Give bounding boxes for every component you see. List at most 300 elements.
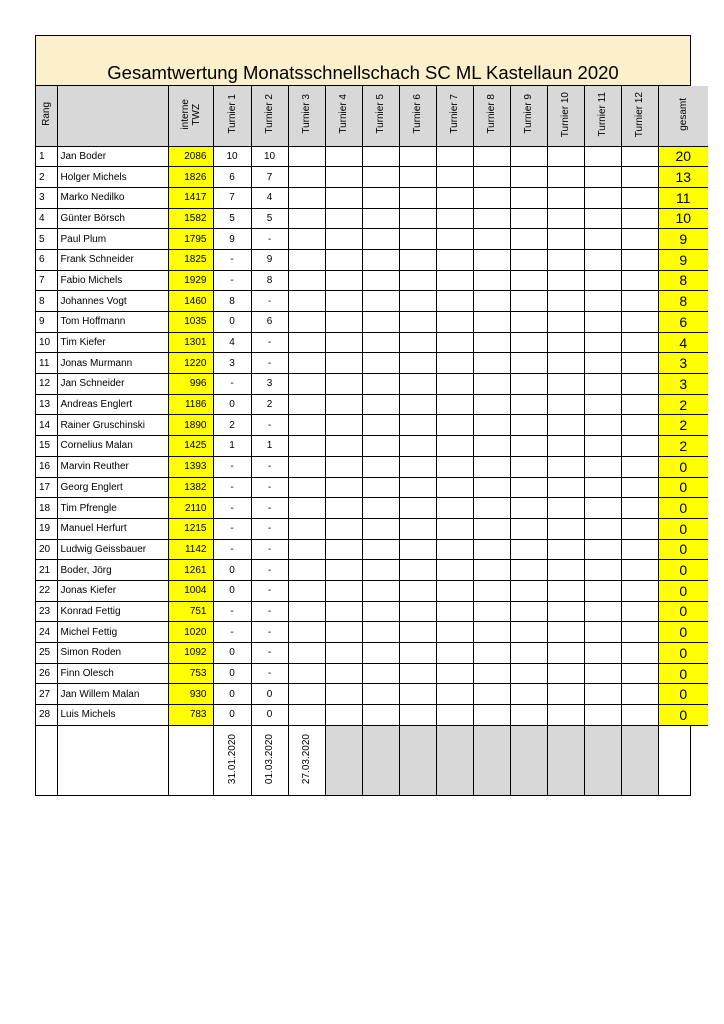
score-cell [473, 518, 510, 539]
twz-cell: 1215 [168, 518, 213, 539]
twz-cell: 783 [168, 705, 213, 726]
score-cell [325, 270, 362, 291]
score-cell [584, 436, 621, 457]
tournament-date [213, 725, 251, 795]
tournament-header: Turnier 8 [473, 86, 510, 146]
score-cell: - [251, 415, 288, 436]
score-cell: 7 [213, 187, 251, 208]
total-cell: 0 [658, 705, 708, 726]
score-cell [473, 291, 510, 312]
score-cell [584, 353, 621, 374]
score-cell [473, 643, 510, 664]
player-name: Holger Michels [57, 167, 168, 188]
table-row [36, 580, 708, 601]
table-row [36, 312, 708, 333]
score-cell: - [213, 601, 251, 622]
score-cell [288, 456, 325, 477]
score-cell [288, 622, 325, 643]
score-cell [288, 291, 325, 312]
total-cell: 13 [658, 167, 708, 188]
tournament-header: Turnier 7 [436, 86, 473, 146]
score-cell [325, 332, 362, 353]
twz-header: interne TWZ [168, 86, 213, 146]
standings-sheet [35, 35, 691, 796]
rank-cell: 3 [36, 187, 57, 208]
score-cell [547, 229, 584, 250]
score-cell [584, 705, 621, 726]
player-name: Cornelius Malan [57, 436, 168, 457]
twz-cell: 1795 [168, 229, 213, 250]
score-cell [547, 684, 584, 705]
tournament-header: Turnier 12 [621, 86, 658, 146]
score-cell [399, 291, 436, 312]
score-cell [584, 456, 621, 477]
rank-cell: 15 [36, 436, 57, 457]
score-cell [584, 270, 621, 291]
score-cell [362, 146, 399, 167]
player-name: Simon Roden [57, 643, 168, 664]
date-label: 01.03.2020 [264, 733, 275, 785]
player-name: Frank Schneider [57, 249, 168, 270]
score-cell [399, 229, 436, 250]
score-cell [362, 580, 399, 601]
score-cell [288, 332, 325, 353]
score-cell [399, 270, 436, 291]
score-cell [399, 208, 436, 229]
score-cell [325, 436, 362, 457]
score-cell: - [213, 539, 251, 560]
score-cell [362, 518, 399, 539]
score-cell [362, 353, 399, 374]
score-cell [510, 436, 547, 457]
player-name: Tim Kiefer [57, 332, 168, 353]
score-cell [584, 663, 621, 684]
score-cell [547, 622, 584, 643]
score-cell [288, 394, 325, 415]
player-name: Finn Olesch [57, 663, 168, 684]
score-cell [399, 498, 436, 519]
score-cell [547, 167, 584, 188]
score-cell [621, 518, 658, 539]
score-cell [399, 456, 436, 477]
score-cell [621, 705, 658, 726]
score-cell [325, 622, 362, 643]
score-cell [584, 146, 621, 167]
score-cell [325, 518, 362, 539]
score-cell [399, 332, 436, 353]
score-cell [288, 374, 325, 395]
score-cell [362, 477, 399, 498]
score-cell: 2 [251, 394, 288, 415]
score-cell [325, 187, 362, 208]
score-cell [547, 146, 584, 167]
score-cell: 3 [213, 353, 251, 374]
player-name: Jonas Murmann [57, 353, 168, 374]
score-cell [547, 332, 584, 353]
twz-cell: 930 [168, 684, 213, 705]
score-cell [362, 394, 399, 415]
score-cell: 2 [213, 415, 251, 436]
score-cell [584, 643, 621, 664]
score-cell [362, 249, 399, 270]
score-cell: - [251, 498, 288, 519]
score-cell [325, 374, 362, 395]
score-cell: - [251, 291, 288, 312]
score-cell: 0 [213, 643, 251, 664]
table-row [36, 229, 708, 250]
empty-date-cell [547, 725, 584, 795]
score-cell: - [251, 601, 288, 622]
score-cell [436, 539, 473, 560]
score-cell [288, 436, 325, 457]
score-cell [584, 187, 621, 208]
score-cell [510, 643, 547, 664]
total-cell: 10 [658, 208, 708, 229]
twz-cell: 2086 [168, 146, 213, 167]
score-cell [584, 291, 621, 312]
score-cell [325, 312, 362, 333]
score-cell [436, 498, 473, 519]
twz-cell [168, 725, 213, 795]
empty-date-cell [473, 725, 510, 795]
empty-date-cell [399, 725, 436, 795]
score-cell [510, 477, 547, 498]
score-cell [436, 374, 473, 395]
score-cell [362, 374, 399, 395]
score-cell [288, 539, 325, 560]
score-cell [288, 601, 325, 622]
score-cell: 1 [213, 436, 251, 457]
score-cell [621, 167, 658, 188]
score-cell [547, 415, 584, 436]
score-cell [510, 187, 547, 208]
rank-cell: 13 [36, 394, 57, 415]
score-cell [325, 477, 362, 498]
score-cell [473, 374, 510, 395]
score-cell: - [213, 249, 251, 270]
player-name: Fabio Michels [57, 270, 168, 291]
twz-cell: 996 [168, 374, 213, 395]
twz-cell: 1004 [168, 580, 213, 601]
score-cell [436, 622, 473, 643]
score-cell [584, 560, 621, 581]
score-cell [288, 229, 325, 250]
player-name: Marvin Reuther [57, 456, 168, 477]
total-cell: 11 [658, 187, 708, 208]
rank-cell: 12 [36, 374, 57, 395]
date-label: 31.01.2020 [226, 733, 238, 785]
player-name: Tom Hoffmann [57, 312, 168, 333]
score-cell [621, 601, 658, 622]
score-cell [362, 167, 399, 188]
score-cell [399, 249, 436, 270]
rank-cell: 24 [36, 622, 57, 643]
tournament-header: Turnier 5 [362, 86, 399, 146]
twz-cell: 1460 [168, 291, 213, 312]
score-cell [325, 249, 362, 270]
score-cell: 9 [213, 229, 251, 250]
empty-date-cell [362, 725, 399, 795]
twz-cell: 1220 [168, 353, 213, 374]
score-cell [399, 146, 436, 167]
score-cell [473, 684, 510, 705]
score-cell [288, 705, 325, 726]
score-cell [325, 539, 362, 560]
score-cell: 0 [213, 312, 251, 333]
score-cell [399, 684, 436, 705]
total-cell: 9 [658, 249, 708, 270]
total-cell: 0 [658, 539, 708, 560]
tournament-header: Turnier 11 [584, 86, 621, 146]
score-cell [621, 187, 658, 208]
total-header: gesamt [658, 86, 708, 146]
score-cell [547, 601, 584, 622]
score-cell [621, 684, 658, 705]
score-cell [510, 332, 547, 353]
score-cell [473, 580, 510, 601]
score-cell [584, 167, 621, 188]
rank-cell [36, 725, 57, 795]
score-cell [510, 705, 547, 726]
score-cell [473, 498, 510, 519]
score-cell [547, 560, 584, 581]
twz-cell: 1020 [168, 622, 213, 643]
score-cell [436, 643, 473, 664]
score-cell [325, 208, 362, 229]
empty-date-cell [584, 725, 621, 795]
score-cell [473, 601, 510, 622]
score-cell [288, 477, 325, 498]
score-cell [288, 498, 325, 519]
table-row [36, 705, 708, 726]
score-cell [325, 167, 362, 188]
score-cell: 8 [213, 291, 251, 312]
score-cell [547, 353, 584, 374]
twz-cell: 1929 [168, 270, 213, 291]
score-cell [621, 374, 658, 395]
total-cell: 4 [658, 332, 708, 353]
score-cell [621, 291, 658, 312]
score-cell [473, 146, 510, 167]
player-name: Günter Börsch [57, 208, 168, 229]
total-cell [658, 725, 708, 795]
score-cell [547, 249, 584, 270]
table-row [36, 663, 708, 684]
table-row [36, 560, 708, 581]
twz-cell: 1425 [168, 436, 213, 457]
table-row [36, 477, 708, 498]
score-cell [362, 560, 399, 581]
score-cell [325, 705, 362, 726]
score-cell: - [251, 622, 288, 643]
twz-cell: 751 [168, 601, 213, 622]
score-cell [584, 332, 621, 353]
score-cell [510, 249, 547, 270]
score-cell: 6 [213, 167, 251, 188]
score-cell [399, 705, 436, 726]
table-row [36, 167, 708, 188]
score-cell [510, 539, 547, 560]
table-row [36, 622, 708, 643]
score-cell [547, 518, 584, 539]
score-cell [547, 208, 584, 229]
score-cell: - [251, 643, 288, 664]
score-cell: - [213, 622, 251, 643]
twz-cell: 1261 [168, 560, 213, 581]
score-cell [362, 229, 399, 250]
sheet-title: Gesamtwertung Monatsschnellschach SC ML Kastellaun 2020 [36, 36, 690, 86]
score-cell [436, 353, 473, 374]
score-cell [621, 208, 658, 229]
score-cell [547, 663, 584, 684]
score-cell [362, 208, 399, 229]
score-cell [325, 456, 362, 477]
score-cell [399, 518, 436, 539]
rank-cell: 4 [36, 208, 57, 229]
score-cell [436, 415, 473, 436]
total-cell: 8 [658, 270, 708, 291]
score-cell [547, 705, 584, 726]
table-row [36, 539, 708, 560]
score-cell: - [251, 229, 288, 250]
score-cell [288, 167, 325, 188]
score-cell [362, 622, 399, 643]
score-cell [436, 208, 473, 229]
score-cell [473, 456, 510, 477]
score-cell [325, 146, 362, 167]
player-name: Jan Willem Malan [57, 684, 168, 705]
table-row [36, 146, 708, 167]
total-cell: 0 [658, 477, 708, 498]
score-cell [621, 560, 658, 581]
score-cell: 4 [213, 332, 251, 353]
score-cell [288, 580, 325, 601]
score-cell [621, 353, 658, 374]
score-cell [436, 187, 473, 208]
score-cell [288, 643, 325, 664]
score-cell [436, 663, 473, 684]
date-label: 27.03.2020 [301, 733, 312, 785]
score-cell [362, 705, 399, 726]
score-cell: 0 [251, 705, 288, 726]
tournament-header: Turnier 4 [325, 86, 362, 146]
score-cell: 0 [213, 580, 251, 601]
score-cell: 4 [251, 187, 288, 208]
table-row [36, 208, 708, 229]
score-cell [436, 705, 473, 726]
score-cell [473, 229, 510, 250]
score-cell [399, 580, 436, 601]
score-cell [362, 601, 399, 622]
score-cell [621, 643, 658, 664]
score-cell: 7 [251, 167, 288, 188]
tournament-header: Turnier 9 [510, 86, 547, 146]
standings-table [36, 86, 708, 795]
score-cell [399, 643, 436, 664]
score-cell [510, 560, 547, 581]
rank-cell: 26 [36, 663, 57, 684]
table-row [36, 249, 708, 270]
total-cell: 0 [658, 622, 708, 643]
score-cell [399, 394, 436, 415]
tournament-header: Turnier 6 [399, 86, 436, 146]
score-cell [288, 208, 325, 229]
score-cell [399, 436, 436, 457]
score-cell [473, 353, 510, 374]
score-cell [325, 394, 362, 415]
score-cell [621, 229, 658, 250]
player-name: Paul Plum [57, 229, 168, 250]
total-cell: 20 [658, 146, 708, 167]
score-cell [473, 187, 510, 208]
score-cell [436, 684, 473, 705]
date-row [36, 725, 708, 795]
score-cell [547, 270, 584, 291]
rank-cell: 25 [36, 643, 57, 664]
table-row [36, 270, 708, 291]
score-cell [436, 580, 473, 601]
score-cell [510, 415, 547, 436]
header-row [36, 86, 708, 146]
player-name: Johannes Vogt [57, 291, 168, 312]
score-cell [436, 394, 473, 415]
score-cell: - [251, 332, 288, 353]
score-cell [399, 312, 436, 333]
score-cell [288, 518, 325, 539]
score-cell [362, 270, 399, 291]
score-cell: - [251, 353, 288, 374]
total-cell: 0 [658, 684, 708, 705]
player-name: Tim Pfrengle [57, 498, 168, 519]
score-cell [510, 270, 547, 291]
score-cell [325, 498, 362, 519]
twz-cell: 1393 [168, 456, 213, 477]
rank-cell: 28 [36, 705, 57, 726]
score-cell [547, 436, 584, 457]
player-name: Rainer Gruschinski [57, 415, 168, 436]
total-cell: 0 [658, 498, 708, 519]
rank-cell: 1 [36, 146, 57, 167]
table-row [36, 456, 708, 477]
rank-cell: 6 [36, 249, 57, 270]
twz-cell: 1582 [168, 208, 213, 229]
score-cell [436, 601, 473, 622]
score-cell [473, 622, 510, 643]
score-cell [621, 580, 658, 601]
score-cell [510, 663, 547, 684]
score-cell: - [251, 518, 288, 539]
name-header [57, 86, 168, 146]
table-row [36, 643, 708, 664]
score-cell [362, 539, 399, 560]
score-cell [436, 270, 473, 291]
total-cell: 3 [658, 353, 708, 374]
rank-cell: 18 [36, 498, 57, 519]
total-cell: 2 [658, 436, 708, 457]
score-cell [621, 622, 658, 643]
total-cell: 0 [658, 456, 708, 477]
score-cell: 10 [251, 146, 288, 167]
score-cell [362, 663, 399, 684]
score-cell [547, 312, 584, 333]
score-cell: 0 [213, 705, 251, 726]
score-cell [399, 374, 436, 395]
tournament-header: Turnier 2 [251, 86, 288, 146]
score-cell [584, 684, 621, 705]
score-cell: - [251, 560, 288, 581]
score-cell [399, 415, 436, 436]
table-row [36, 374, 708, 395]
